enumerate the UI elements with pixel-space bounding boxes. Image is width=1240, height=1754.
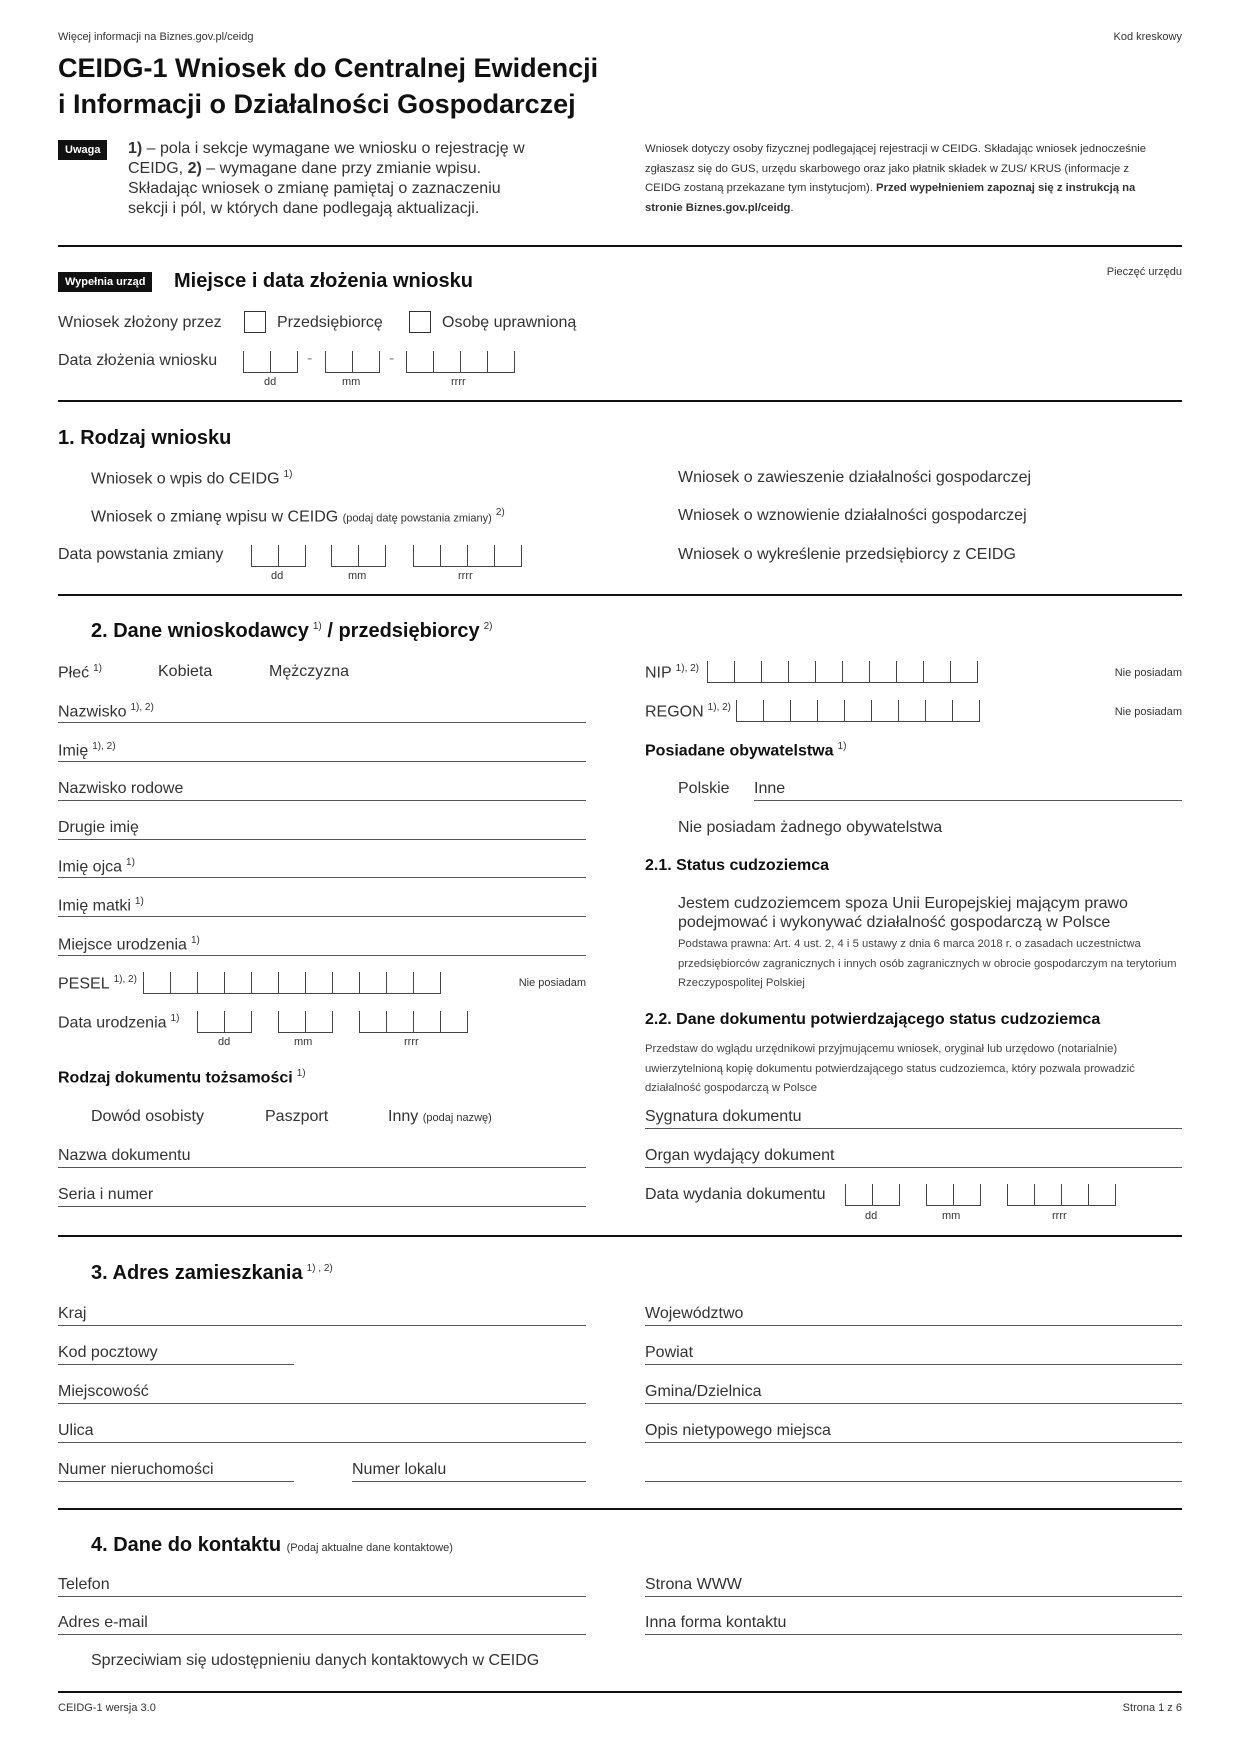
county-field[interactable] [645, 1364, 1182, 1365]
change-month-cells[interactable] [331, 545, 386, 567]
surname-label: Nazwisko $^{1), 2)}$ [58, 702, 154, 721]
county-label: Powiat [645, 1344, 694, 1361]
foreigner-status-option[interactable]: Jestem cudzoziemcem spoza Unii Europejskiej mającym prawo podejmować i wykonywać działalność gospodarczą w Polsce [678, 895, 1128, 931]
caption-rrrr: rrrr [451, 376, 466, 388]
series-number-label: Seria i numer [58, 1186, 154, 1203]
issue-year-cells[interactable] [1007, 1184, 1116, 1206]
section-2-title: 2. Dane wnioskodawcy $^{1)}$ / przedsiębiorcy $^{2)}$ [91, 620, 493, 642]
change-day-cells[interactable] [251, 545, 306, 567]
regon-cells[interactable] [736, 700, 980, 722]
unusual-place-field-2[interactable] [645, 1481, 1182, 1482]
passport-option[interactable]: Paszport [265, 1108, 329, 1125]
no-citizenship[interactable]: Nie posiadam żadnego obywatelstwa [678, 819, 943, 836]
contact-objection-option[interactable]: Sprzeciwiam się udostępnieniu danych kontaktowych w CEIDG [91, 1652, 540, 1669]
postal-code-label: Kod pocztowy [58, 1344, 158, 1361]
foreign-doc-title: 2.2. Dane dokumentu potwierdzającego status cudzoziemca [645, 1011, 1101, 1028]
family-name-field[interactable] [58, 800, 586, 801]
birthplace-field[interactable] [58, 955, 586, 956]
caption-rrrr: rrrr [458, 570, 473, 582]
caption-dd: dd [218, 1036, 231, 1048]
caption-mm: mm [294, 1036, 313, 1048]
title-line-1: CEIDG-1 Wniosek do Centralnej Ewidencji [58, 53, 599, 83]
submission-date-label: Data złożenia wniosku [58, 352, 218, 369]
office-title: Miejsce i data złożenia wniosku [174, 270, 473, 292]
date-dash: - [307, 350, 313, 367]
nip-none[interactable]: Nie posiadam [1114, 667, 1182, 679]
building-number-label: Numer nieruchomości [58, 1461, 214, 1478]
family-name-label: Nazwisko rodowe [58, 780, 184, 797]
first-name-field[interactable] [58, 761, 586, 762]
opt-delete[interactable]: Wniosek o wykreślenie przedsiębiorcy z CEIDG [678, 546, 1016, 563]
father-name-field[interactable] [58, 877, 586, 878]
voivodeship-label: Województwo [645, 1305, 744, 1322]
divider [58, 245, 1182, 247]
flat-number-field[interactable] [352, 1481, 586, 1482]
notice-text: 1) – pola i sekcje wymagane we wniosku o rejestrację w CEIDG, 2) – wymagane dane przy zmianie wpisu. Składając wniosek o zmianę pamiętaj o zaznaczeniu sekcji i pól, w których dane podlegają aktualizacji. [128, 140, 525, 217]
surname-field[interactable] [58, 722, 586, 723]
section-4-title: 4. Dane do kontaktu (Podaj aktualne dane kontaktowe) [91, 1534, 453, 1556]
caption-dd: dd [271, 570, 284, 582]
divider [58, 400, 1182, 402]
divider [58, 1691, 1182, 1693]
authorized-checkbox[interactable] [409, 311, 431, 333]
submission-day-cells[interactable] [243, 351, 298, 373]
notice-badge: Uwaga [58, 140, 107, 160]
caption-rrrr: rrrr [1052, 1210, 1067, 1222]
divider [58, 1508, 1182, 1510]
caption-mm: mm [342, 376, 361, 388]
doc-issue-date-label: Data wydania dokumentu [645, 1186, 826, 1203]
issue-day-cells[interactable] [845, 1184, 900, 1206]
doc-issuer-label: Organ wydający dokument [645, 1147, 835, 1164]
gender-label: Płeć $^{1)}$ [58, 663, 103, 682]
postal-code-field[interactable] [58, 1364, 294, 1365]
voivodeship-field[interactable] [645, 1325, 1182, 1326]
phone-label: Telefon [58, 1576, 110, 1593]
change-date-label: Data powstania zmiany [58, 546, 224, 563]
caption-dd: dd [264, 376, 277, 388]
email-field[interactable] [58, 1634, 586, 1635]
doc-issuer-field[interactable] [645, 1167, 1182, 1168]
email-label: Adres e-mail [58, 1614, 148, 1631]
opt-register[interactable]: Wniosek o wpis do CEIDG $^{1)}$ [91, 469, 293, 488]
citizenship-label: Posiadane obywatelstwa $^{1)}$ [645, 741, 847, 760]
birth-month-cells[interactable] [278, 1011, 333, 1033]
doc-signature-field[interactable] [645, 1128, 1182, 1129]
issue-month-cells[interactable] [926, 1184, 981, 1206]
legal-basis: Podstawa prawna: Art. 4 ust. 2, 4 i 5 ustawy z dnia 6 marca 2018 r. o zasadach uczestnictwa przedsiębiorców zagranicznych i innych osób zagranicznych w obrocie gospodarczym na terytorium Rzeczypospolitej Polskiej [678, 938, 1177, 989]
nip-label: NIP $^{1), 2)}$ [645, 663, 700, 682]
page-title [58, 50, 598, 122]
citizenship-other-field[interactable] [754, 800, 1182, 801]
opt-change[interactable]: Wniosek o zmianę wpisu w CEIDG (podaj datę powstania zmiany) $^{2)}$ [91, 507, 505, 526]
birthplace-label: Miejsce urodzenia $^{1)}$ [58, 935, 200, 954]
unusual-place-field[interactable] [645, 1442, 1182, 1443]
birth-day-cells[interactable] [197, 1011, 252, 1033]
entrepreneur-label: Przedsiębiorcę [277, 314, 383, 331]
gender-female[interactable]: Kobieta [158, 663, 213, 680]
id-card-option[interactable]: Dowód osobisty [91, 1108, 204, 1125]
other-id-option[interactable]: Inny (podaj nazwę) [388, 1108, 492, 1125]
info-text: Wniosek dotyczy osoby fizycznej podlegającej rejestracji w CEIDG. Składając wniosek jednocześnie zgłaszasz się do GUS, urzędu skarbowego oraz jako płatnik składek w ZUS/ KRUS (informacje z CEIDG zostaną przekazane tym instytucjom). Przed wypełnieniem zapoznaj się z instrukcją na stronie Biznes.gov.pl/ceidg. [645, 143, 1147, 214]
office-badge: Wypełnia urząd [58, 272, 152, 292]
mother-name-label: Imię matki $^{1)}$ [58, 896, 144, 915]
series-number-field[interactable] [58, 1206, 586, 1207]
id-type-label: Rodzaj dokumentu tożsamości $^{1)}$ [58, 1068, 306, 1087]
foreigner-status-title: 2.1. Status cudzoziemca [645, 857, 830, 874]
other-contact-label: Inna forma kontaktu [645, 1614, 787, 1631]
form-version: CEIDG-1 wersja 3.0 [58, 1702, 156, 1714]
pesel-cells[interactable] [143, 972, 441, 994]
divider [58, 594, 1182, 596]
section-3-title: 3. Adres zamieszkania $^{1) , 2)}$ [91, 1262, 333, 1284]
unusual-place-label: Opis nietypowego miejsca [645, 1422, 831, 1439]
birth-year-cells[interactable] [359, 1011, 468, 1033]
page-number: Strona 1 z 6 [1122, 1702, 1182, 1714]
city-label: Miejscowość [58, 1383, 149, 1400]
other-contact-field[interactable] [645, 1634, 1182, 1635]
first-name-label: Imię $^{1), 2)}$ [58, 741, 116, 760]
website-field[interactable] [645, 1596, 1182, 1597]
authorized-label: Osobę uprawnioną [442, 314, 577, 331]
title-line-2: i Informacji o Działalności Gospodarczej [58, 89, 576, 119]
more-info-link[interactable]: Więcej informacji na Biznes.gov.pl/ceidg [58, 31, 254, 43]
opt-suspend[interactable]: Wniosek o zawieszenie działalności gospodarczej [678, 469, 1032, 486]
caption-mm: mm [942, 1210, 961, 1222]
building-number-field[interactable] [58, 1481, 294, 1482]
foreign-doc-note: Przedstaw do wglądu urzędnikowi przyjmującemu wniosek, oryginał lub urzędowo (notarialnie) uwierzytelnioną kopię dokumentu potwierdzającego status cudzoziemca, który pozwala prowadzić działalność gospodarczą w Polsce [645, 1043, 1135, 1094]
section-1-title: 1. Rodzaj wniosku [58, 427, 232, 449]
father-name-label: Imię ojca $^{1)}$ [58, 857, 135, 876]
nip-cells[interactable] [707, 661, 978, 683]
street-field[interactable] [58, 1442, 586, 1443]
second-name-field[interactable] [58, 839, 586, 840]
country-label: Kraj [58, 1305, 87, 1322]
street-label: Ulica [58, 1422, 94, 1439]
barcode-label: Kod kreskowy [1113, 31, 1182, 43]
city-field[interactable] [58, 1403, 586, 1404]
regon-label: REGON $^{1), 2)}$ [645, 702, 732, 721]
second-name-label: Drugie imię [58, 819, 139, 836]
flat-number-label: Numer lokalu [352, 1461, 447, 1478]
opt-resume[interactable]: Wniosek o wznowienie działalności gospodarczej [678, 507, 1027, 524]
phone-field[interactable] [58, 1596, 586, 1597]
caption-mm: mm [348, 570, 367, 582]
citizenship-polish[interactable]: Polskie [678, 780, 730, 797]
commune-field[interactable] [645, 1403, 1182, 1404]
caption-dd: dd [865, 1210, 878, 1222]
website-label: Strona WWW [645, 1576, 742, 1593]
regon-none[interactable]: Nie posiadam [1114, 706, 1182, 718]
country-field[interactable] [58, 1325, 586, 1326]
caption-rrrr: rrrr [404, 1036, 419, 1048]
commune-label: Gmina/Dzielnica [645, 1383, 762, 1400]
submission-year-cells[interactable] [406, 351, 515, 373]
entrepreneur-checkbox[interactable] [244, 311, 266, 333]
pesel-none[interactable]: Nie posiadam [518, 977, 586, 989]
doc-name-label: Nazwa dokumentu [58, 1147, 191, 1164]
doc-signature-label: Sygnatura dokumentu [645, 1108, 802, 1125]
change-year-cells[interactable] [413, 545, 522, 567]
office-stamp-label: Pieczęć urzędu [1106, 266, 1182, 278]
birthdate-label: Data urodzenia $^{1)}$ [58, 1013, 180, 1032]
gender-male[interactable]: Mężczyzna [269, 663, 350, 680]
divider [58, 1235, 1182, 1237]
submission-month-cells[interactable] [325, 351, 380, 373]
submitted-by-label: Wniosek złożony przez [58, 314, 222, 331]
doc-name-field[interactable] [58, 1167, 586, 1168]
citizenship-other[interactable]: Inne [754, 780, 786, 797]
date-dash: - [389, 350, 395, 367]
pesel-label: PESEL $^{1), 2)}$ [58, 974, 137, 993]
mother-name-field[interactable] [58, 916, 586, 917]
